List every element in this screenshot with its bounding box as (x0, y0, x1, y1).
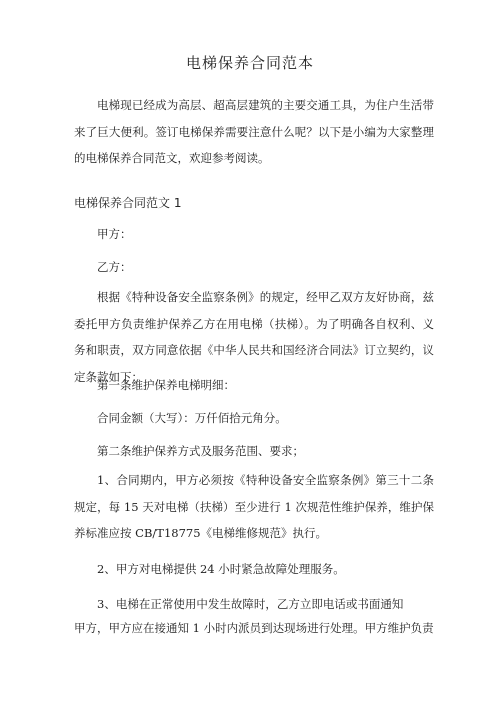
contract-amount-line: 合同金额（大写）：万仟佰拾元角分。 (97, 411, 287, 425)
article-1-heading: 第一条维护保养电梯明细： (97, 378, 235, 392)
section-heading: 电梯保养合同范文 1 (74, 196, 182, 210)
item-3-line-1: 3、电梯在正常使用中发生故障时，乙方立即电话或书面通知 (97, 597, 404, 611)
document-title: 电梯保养合同范本 (185, 54, 314, 72)
item-3-line-2: 甲方，甲方应在接通知 1 小时内派员到达现场进行处理。甲方维护负责 (74, 621, 434, 635)
article-2-heading: 第二条维护保养方式及服务范围、要求； (97, 444, 304, 458)
item-1-paragraph: 1、合同期内，甲方必须按《特种设备安全监察条例》第三十二条规定，每 15 天对电梯（扶梯）至少进行 1 次规范性维护保养，维护保养标准应按 CB/T18775《电梯维修规范》执行。 (74, 473, 434, 540)
item-2-line: 2、甲方对电梯提供 24 小时紧急故障处理服务。 (97, 562, 345, 576)
preamble-paragraph: 根据《特种设备安全监察条例》的规定，经甲乙双方友好协商，兹委托甲方负责维护保养乙方在用电梯（扶梯）。为了明确各自权利、义务和职责，双方同意依据《中华人民共和国经济合同法》订立契约，议定条款如下： (74, 290, 434, 384)
intro-paragraph: 电梯现已经成为高层、超高层建筑的主要交通工具，为住户生活带来了巨大便利。签订电梯保养需要注意什么呢？以下是小编为大家整理的电梯保养合同范文，欢迎参考阅读。 (74, 98, 434, 165)
party-b-line: 乙方： (97, 260, 132, 274)
party-a-line: 甲方： (97, 227, 132, 241)
